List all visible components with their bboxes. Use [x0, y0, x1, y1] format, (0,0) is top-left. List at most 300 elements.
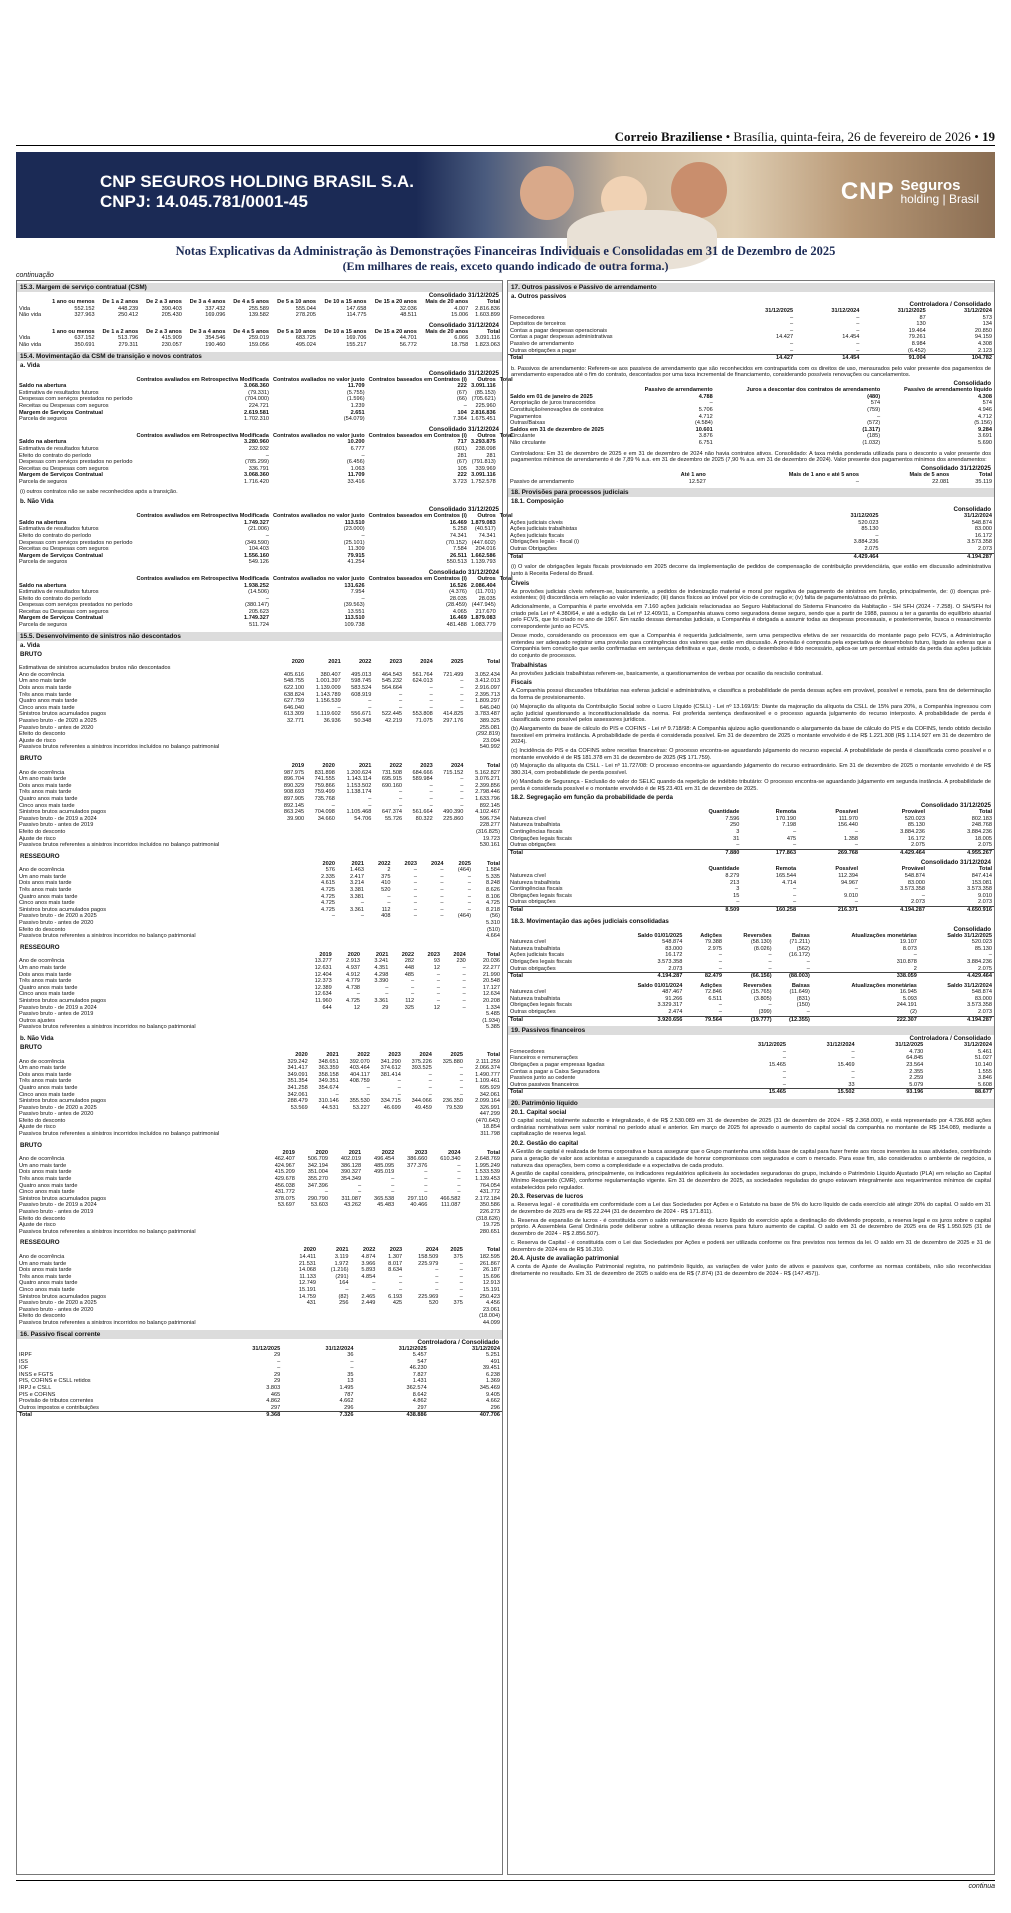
- table-cell: [341, 1111, 372, 1118]
- table-cell: –: [398, 802, 403, 809]
- table-cell: 598.745: [351, 678, 372, 685]
- s1b-block: [17, 322, 502, 349]
- table-cell: 4.298: [374, 971, 389, 978]
- table-cell: [341, 1118, 372, 1125]
- table-cell: 1.752.578: [470, 478, 496, 485]
- table-cell: [373, 744, 404, 751]
- column-header: 1 ano ou menos: [52, 299, 95, 305]
- table-cell: 1.109.461: [475, 1078, 500, 1085]
- table-cell: [308, 927, 337, 934]
- column-header: Contratos avaliados no valor justo: [272, 432, 365, 439]
- table-cell: 278.205: [295, 312, 317, 319]
- paragraph: c. Reserva de Capital - é constituída com o Lei das Sociedades por Ações e poderá ser utilizada conforme os fins previstos nos termos da lei. O saldo em 31 de dezembro de 2025 e 31 de dezembro de 2024 era de R$ 16.310.: [511, 1239, 991, 1253]
- column-header: [17, 513, 135, 520]
- table-cell: [337, 822, 374, 829]
- table-row: [17, 842, 502, 849]
- table-cell: Efeito do desconto: [19, 1313, 66, 1320]
- table-row: [17, 1209, 502, 1216]
- table-cell: –: [854, 842, 859, 849]
- table-cell: [404, 744, 435, 751]
- table-cell: Cinco anos mais tarde: [19, 900, 75, 907]
- s4-block: [17, 632, 502, 751]
- table-cell: Obrigações legais fiscais: [510, 892, 572, 899]
- table-cell: [350, 1307, 377, 1314]
- table-cell: 1.119.602: [316, 711, 341, 718]
- table-cell: [279, 1118, 310, 1125]
- column-header: 31/12/2025: [765, 308, 794, 314]
- table-cell: [343, 731, 374, 738]
- table-cell: [404, 1313, 440, 1320]
- table-cell: 1.972: [334, 1260, 349, 1267]
- table-cell: 6.193: [388, 1293, 403, 1300]
- table-cell: [396, 1209, 429, 1216]
- table-cell: Fornecedores: [510, 1048, 545, 1055]
- table-cell: 3.068.360: [244, 383, 269, 390]
- table-cell: 225.960: [475, 402, 496, 409]
- table-cell: –: [440, 887, 444, 894]
- table-cell: 1.239: [350, 402, 365, 409]
- table-cell: Obrigações a pagar empresas ligadas: [510, 1062, 605, 1069]
- table-cell: [330, 1222, 363, 1229]
- logo-sub: holding | Brasil: [900, 191, 979, 206]
- column-header: Total: [979, 471, 992, 478]
- table-cell: –: [413, 867, 417, 874]
- table-label: RESSEGURO: [20, 852, 60, 860]
- table-cell: 16.945: [899, 989, 917, 996]
- table-cell: 4.937: [346, 965, 361, 972]
- table-cell: –: [806, 1009, 810, 1016]
- table-cell: 5.335: [486, 873, 500, 880]
- s1b-table: [17, 329, 502, 349]
- table-cell: 684.666: [412, 769, 433, 776]
- table-cell: 863.245: [283, 809, 305, 816]
- table-cell: 255.081: [479, 724, 500, 731]
- table-cell: Sinistros brutos acumulados pagos: [19, 906, 107, 913]
- table-row: [17, 738, 502, 745]
- table-row: [508, 959, 994, 966]
- table-cell: –: [457, 1169, 461, 1176]
- table-cell: –: [736, 842, 740, 849]
- table-cell: –: [768, 958, 772, 965]
- table-cell: Quatro anos mais tarde: [19, 795, 78, 802]
- table-cell: [373, 822, 404, 829]
- table-cell: Ano de ocorrência: [19, 1156, 65, 1163]
- table-row: [508, 996, 994, 1003]
- table-cell: 8.279: [725, 872, 740, 879]
- banner-titles: [16, 152, 416, 238]
- table-cell: –: [459, 1280, 463, 1287]
- table-cell: (56): [490, 913, 500, 920]
- header-row: [17, 763, 502, 770]
- table-cell: 11.309: [347, 546, 365, 553]
- table-cell: 1.463: [349, 867, 364, 874]
- table-cell: 8.509: [661, 906, 742, 913]
- table-cell: 2.975: [707, 945, 722, 952]
- column-header: Saldo 01/01/2025: [637, 932, 683, 939]
- table-row: [17, 1131, 502, 1138]
- column-header: De 3 a 4 anos: [189, 299, 226, 305]
- table-cell: 35.119: [975, 478, 992, 485]
- table-cell: [337, 927, 366, 934]
- r4b-block: [508, 859, 994, 913]
- table-cell: Total: [508, 1016, 609, 1023]
- table-cell: 448.239: [118, 305, 139, 312]
- table-row: [17, 1365, 502, 1372]
- table-cell: 10.601: [695, 426, 713, 433]
- column-header: De 1 a 2 anos: [102, 299, 139, 305]
- table-cell: –: [768, 952, 772, 959]
- table-cell: 5.258: [452, 526, 467, 533]
- table-cell: 297.176: [443, 718, 464, 725]
- table-row: [17, 718, 502, 725]
- table-cell: 51.027: [974, 1055, 992, 1062]
- table-cell: –: [398, 795, 403, 802]
- table-cell: 310.878: [896, 958, 917, 965]
- paragraph: (i) O valor de obrigações legais fiscais provisionado em 2025 decorre da implementação de pedidos de compensação de contribuição previdenciária, que estão em discussão administrativa junto à Receita Federal do Brasil.: [511, 564, 991, 577]
- table-cell: 170.190: [775, 815, 797, 822]
- table-cell: 11.709: [347, 383, 365, 390]
- table-cell: 79.564: [684, 1016, 724, 1023]
- table-row: [17, 822, 502, 829]
- table-cell: –: [459, 1091, 463, 1098]
- table-cell: (1.317): [862, 426, 881, 433]
- cnp-logo: [841, 178, 979, 206]
- table-cell: 297: [417, 1404, 427, 1411]
- table-cell: 4.662: [486, 1398, 500, 1405]
- table-cell: 82.479: [684, 973, 724, 980]
- table-cell: 6.066: [454, 335, 469, 342]
- table-row: [17, 829, 502, 836]
- table-cell: Ajuste de risco: [19, 1222, 56, 1229]
- table-cell: 94.159: [974, 334, 992, 341]
- table-cell: 4.874: [361, 1253, 376, 1260]
- table-cell: 13.551: [347, 608, 365, 615]
- table-cell: 4.946: [978, 406, 992, 413]
- table-cell: 1.995.249: [475, 1162, 500, 1169]
- column-header: Quantidade: [708, 809, 740, 816]
- table-cell: (18.004): [479, 1313, 500, 1320]
- table-cell: [306, 738, 343, 745]
- table-cell: 2.075: [978, 842, 992, 849]
- table-cell: –: [459, 1260, 463, 1267]
- column-header: [17, 861, 308, 868]
- s3-table: [17, 513, 515, 566]
- table-cell: –: [790, 327, 794, 334]
- table-cell: 205.623: [248, 608, 269, 615]
- table-cell: 520.023: [858, 519, 879, 526]
- table-cell: 7.584: [452, 546, 467, 553]
- table-cell: Cinco anos mais tarde: [19, 1091, 75, 1098]
- right-column: [507, 280, 995, 1875]
- header-row: [508, 983, 994, 990]
- table-cell: Três anos mais tarde: [19, 691, 72, 698]
- table-cell: Quatro anos mais tarde: [19, 1084, 78, 1091]
- table-row: [17, 1065, 502, 1072]
- table-cell: 1.702.310: [244, 416, 269, 423]
- table-cell: 83.000: [907, 879, 926, 886]
- table-cell: –: [460, 789, 464, 796]
- table-cell: 403.464: [349, 1065, 370, 1072]
- table-caption: Controladora / Consolidado: [909, 301, 991, 308]
- column-header: 2022: [362, 1247, 376, 1254]
- table-cell: [377, 1307, 404, 1314]
- column-header: 2020: [315, 1149, 329, 1156]
- table-cell: 4.065: [452, 608, 467, 615]
- column-header: Contratos baseados em Contratos (i): [368, 575, 467, 582]
- table-cell: –: [413, 900, 417, 907]
- column-header: [508, 387, 627, 394]
- table-row: [508, 427, 994, 434]
- table-cell: –: [387, 893, 391, 900]
- table-cell: –: [440, 893, 444, 900]
- table-cell: [434, 1131, 465, 1138]
- table-cell: 329.242: [287, 1058, 308, 1065]
- table-row: [17, 1352, 502, 1359]
- table-cell: [366, 920, 393, 927]
- table-cell: [330, 1209, 363, 1216]
- table-row: [17, 1392, 502, 1399]
- table-row: [17, 342, 502, 349]
- table-cell: 2.913: [346, 958, 361, 965]
- table-cell: 7.827: [412, 1371, 427, 1378]
- left-column: [16, 280, 513, 1875]
- table-cell: 147.658: [346, 305, 367, 312]
- table-row: [508, 966, 994, 973]
- table-row: [17, 383, 515, 390]
- table-row: [508, 836, 994, 843]
- table-cell: 88.677: [925, 1089, 994, 1096]
- table-cell: Um ano mais tarde: [19, 1260, 67, 1267]
- table-label: RESSEGURO: [20, 1239, 60, 1247]
- table-cell: 297.110: [407, 1195, 428, 1202]
- column-header: 2020: [303, 1247, 317, 1254]
- table-cell: Obrigações legais fiscais: [510, 1002, 572, 1009]
- table-row: [508, 479, 994, 486]
- table-cell: 20.208: [482, 997, 500, 1004]
- table-row: [17, 546, 515, 553]
- table-cell: –: [457, 1162, 461, 1169]
- column-header: De 10 a 15 anos: [324, 328, 367, 335]
- header-row: [508, 472, 994, 479]
- table-cell: –: [424, 1182, 428, 1189]
- column-header: Outros: [477, 376, 496, 383]
- table-cell: 520.023: [971, 939, 992, 946]
- table-cell: 2.259: [909, 1075, 924, 1082]
- s6-block: [17, 1034, 502, 1138]
- table-cell: –: [368, 795, 372, 802]
- table-cell: Quatro anos mais tarde: [19, 698, 78, 705]
- table-label: BRUTO: [20, 754, 42, 762]
- table-cell: 3.573.358: [900, 886, 926, 893]
- table-cell: 5.310: [486, 920, 500, 927]
- table-cell: 683.725: [295, 335, 317, 342]
- table-row: [17, 396, 515, 403]
- table-cell: Natureza cível: [510, 939, 546, 946]
- table-cell: Não circulante: [510, 439, 546, 446]
- table-cell: Outros impostos e contribuições: [19, 1404, 99, 1411]
- paragraph: O capital social, totalmente subscrito e integralizado, é de R$ 2.530.089 em 31 de dezembro de 2025 (31 de dezembro de 2024 - R$ 2.368.000), e está representado por 4.736.868 ações ordinárias nominativas sem valor nominal no período atual e anterior. Em março de 2025 foi aprovado o aumento do capital social da companhia no montante de R$ 154.089, mediante a capitalização de reserva legal.: [511, 1118, 991, 1138]
- table-cell: 8.073: [902, 945, 917, 952]
- table-cell: [404, 836, 435, 843]
- s3b-block: [17, 568, 513, 629]
- table-cell: 281: [457, 452, 467, 459]
- table-cell: [390, 1024, 416, 1031]
- table-cell: 408.759: [349, 1078, 370, 1085]
- table-cell: 12.749: [298, 1280, 317, 1287]
- table-cell: 2.073: [978, 546, 992, 553]
- column-header: 2024: [448, 1149, 461, 1156]
- table-cell: 2.355: [909, 1068, 924, 1075]
- table-cell: 19.464: [908, 327, 926, 334]
- table-row: [17, 1085, 502, 1092]
- table-cell: 4.429.464: [860, 849, 927, 856]
- column-header: 2022: [358, 658, 372, 665]
- table-cell: 8.106: [486, 893, 500, 900]
- table-cell: 256: [339, 1300, 349, 1307]
- table-label: BRUTO: [20, 1141, 42, 1149]
- table-cell: 1.633.796: [475, 795, 500, 802]
- table-cell: 362.574: [406, 1385, 427, 1392]
- table-cell: Três anos mais tarde: [19, 1273, 72, 1280]
- section-heading: 18. Provisões para processos judiciais: [508, 488, 994, 497]
- table-cell: 4.194.287: [919, 1016, 994, 1023]
- column-header: Total: [487, 1149, 500, 1156]
- table-label: BRUTO: [20, 1043, 42, 1051]
- table-cell: [275, 829, 306, 836]
- table-cell: Parcela de seguros: [19, 416, 68, 423]
- table-cell: (831): [796, 995, 810, 1002]
- table-cell: Outras obrigações: [510, 1009, 556, 1016]
- table-cell: [306, 731, 343, 738]
- masthead-page: 19: [982, 128, 995, 144]
- table-cell: Efeito do desconto: [19, 926, 66, 933]
- table-cell: 22.081: [932, 478, 950, 485]
- s2b-block: [17, 425, 513, 486]
- table-cell: (6.456): [346, 459, 365, 466]
- table-cell: 522.445: [381, 711, 403, 718]
- column-header: 2023: [420, 762, 433, 769]
- table-cell: –: [436, 971, 440, 978]
- table-cell: 548.755: [283, 678, 305, 685]
- table-cell: (67): [456, 389, 467, 396]
- table-cell: –: [459, 1273, 463, 1280]
- table-cell: 741.555: [314, 776, 335, 783]
- table-cell: Sinistros brutos acumulados pagos: [19, 809, 107, 816]
- table-cell: Quatro anos mais tarde: [19, 893, 78, 900]
- column-header: De 15 a 20 anos: [374, 299, 417, 305]
- table-cell: 485: [404, 971, 415, 978]
- table-cell: 2.465: [361, 1293, 376, 1300]
- column-header: Provável: [901, 809, 926, 816]
- table-cell: Um ano mais tarde: [19, 965, 67, 972]
- table-cell: –: [368, 698, 372, 705]
- table-cell: Estimativas de sinistros acumulados brutos não descontados: [19, 665, 171, 672]
- column-header: Baixas: [791, 932, 810, 939]
- table-row: [17, 312, 502, 319]
- s5-block: [17, 852, 502, 940]
- table-cell: IRPF: [19, 1352, 32, 1359]
- table-cell: 230.057: [161, 341, 182, 348]
- table-cell: [442, 1011, 468, 1018]
- table-cell: 26.187: [482, 1267, 500, 1274]
- table-cell: 1.431: [412, 1378, 427, 1385]
- section-heading: 17. Outros passivos e Passivo de arrendamento: [508, 283, 994, 292]
- table-cell: 4.738: [346, 984, 361, 991]
- table-row: [17, 698, 502, 705]
- table-cell: Dois anos mais tarde: [19, 1169, 72, 1176]
- table-cell: –: [851, 1055, 855, 1062]
- table-cell: 83.000: [665, 945, 683, 952]
- table-cell: (380.147): [244, 602, 269, 609]
- table-cell: [435, 842, 466, 849]
- s5b-table: [17, 952, 502, 1031]
- table-row: [17, 678, 502, 685]
- table-cell: –: [429, 782, 433, 789]
- table-cell: Sinistros brutos acumulados pagos: [19, 711, 107, 718]
- table-cell: 91.004: [861, 355, 927, 362]
- table-cell: –: [806, 965, 810, 972]
- table-cell: 244.191: [896, 1002, 917, 1009]
- table-cell: 2.474: [668, 1009, 683, 1016]
- header-row: [17, 659, 502, 666]
- table-cell: [440, 1313, 465, 1320]
- table-cell: –: [429, 795, 433, 802]
- table-cell: 18.758: [451, 341, 469, 348]
- paragraph-heading: 20.1. Capital social: [511, 1109, 567, 1117]
- table-cell: (23.000): [343, 526, 365, 533]
- table-cell: (464): [457, 913, 471, 920]
- column-header: Provável: [901, 866, 926, 873]
- column-header: 31/12/2025: [758, 1042, 787, 1049]
- table-cell: 9.010: [844, 892, 859, 899]
- table-cell: Um ano mais tarde: [19, 1162, 67, 1169]
- table-cell: 342.061: [479, 1091, 500, 1098]
- company-name: CNP SEGUROS HOLDING BRASIL S.A.: [100, 172, 414, 191]
- table-cell: [435, 725, 466, 732]
- table-cell: Passivo bruto - de 2020 a 2025: [19, 1104, 97, 1111]
- table-cell: 2.111.259: [475, 1058, 500, 1065]
- table-cell: [435, 731, 466, 738]
- column-header: Mais de 1 ano e até 5 anos: [788, 471, 859, 478]
- table-cell: 53.697: [277, 1202, 295, 1209]
- table-cell: [306, 665, 343, 672]
- table-row: [17, 453, 515, 460]
- table-cell: 1.716.420: [244, 478, 269, 485]
- table-cell: 225.969: [418, 1293, 439, 1300]
- table-cell: 297: [270, 1404, 281, 1411]
- table-cell: –: [459, 1267, 463, 1274]
- column-header: Passivo de arrendamento líquido: [904, 387, 992, 394]
- table-cell: 495.024: [295, 341, 317, 348]
- column-header: [17, 952, 301, 959]
- table-cell: 415.909: [161, 335, 182, 342]
- table-cell: [403, 1118, 434, 1125]
- column-header: Contratos avaliados no valor justo: [272, 376, 365, 383]
- column-header: 31/12/2024: [831, 308, 860, 314]
- table-cell: 64.845: [906, 1055, 924, 1062]
- table-cell: 85.130: [974, 945, 992, 952]
- table-cell: Passivo de arrendamento: [510, 340, 574, 347]
- table-cell: [318, 1320, 350, 1327]
- table-cell: 4.714: [782, 879, 797, 886]
- table-cell: 576: [325, 867, 335, 874]
- table-cell: [297, 1229, 330, 1236]
- table-cell: 390.403: [161, 305, 182, 312]
- table-cell: Natureza trabalhista: [510, 995, 561, 1002]
- table-cell: Passivos brutos referentes a sinistros incorridos no balanço patrimonial: [19, 1228, 196, 1235]
- table-cell: 3.573.358: [657, 958, 683, 965]
- table-cell: [264, 1216, 297, 1223]
